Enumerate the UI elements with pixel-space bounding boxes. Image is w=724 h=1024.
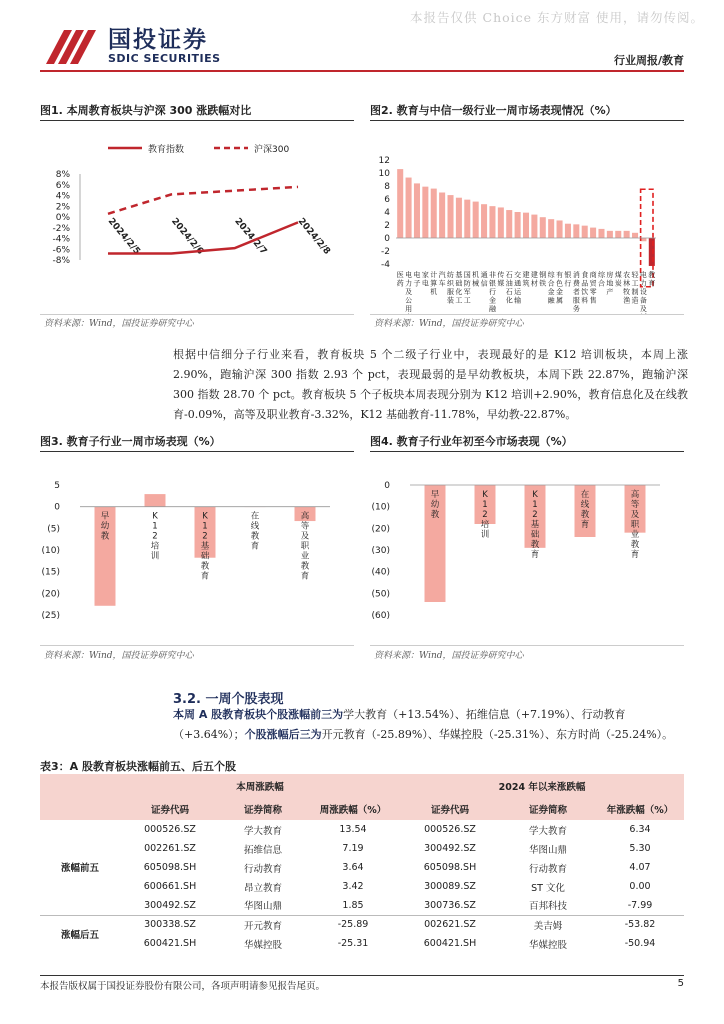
x-tick-label: 教育 bbox=[648, 271, 656, 288]
cell: 学大教育 bbox=[528, 825, 567, 837]
table-row bbox=[40, 839, 684, 858]
cell: -53.82 bbox=[624, 919, 656, 931]
paragraph-subsectors: 根据中信细分子行业来看，教育板块 5 个二级子行业中，表现最好的是 K12 培训板块，本周上涨 2.90%，跑输沪深 300 指数 2.93 个 pct，表现最弱的是早幼教板块，本周下跌 22.87%，跑输沪深 300 指数 28.70 个 pct。教育板块 5 个子板块本周表现分别为 K12 培训+2.90%，教育信息化及在线教育-0.09%，高等及职业教育-3.32%，K12 基础教育-11.78%，早幼教-22.87%。 bbox=[173, 348, 688, 421]
bar-label: K 1 2 培训 bbox=[480, 490, 490, 540]
y-tick-label: (15) bbox=[41, 567, 60, 578]
cell: 000526.SZ bbox=[144, 824, 196, 835]
bar-轻工制造 bbox=[515, 212, 521, 238]
cell: 600421.SH bbox=[143, 938, 197, 949]
cell: 行动教育 bbox=[243, 863, 282, 875]
header-blank bbox=[40, 774, 120, 797]
header-year-change: 年涨跌幅（%） bbox=[596, 797, 684, 820]
bar-国防军工 bbox=[473, 202, 479, 238]
x-tick-label: 计算机 bbox=[430, 271, 438, 296]
group-label-bottom: 涨幅后五 bbox=[60, 930, 99, 942]
x-tick-label: 2024/2/5 bbox=[105, 216, 142, 257]
fig3-bottom-rule bbox=[40, 645, 354, 646]
cell: 300338.SZ bbox=[144, 919, 196, 931]
x-tick-label: 综合金融 bbox=[547, 271, 555, 305]
bar-建筑 bbox=[548, 219, 554, 238]
header-code-week: 证券代码 bbox=[120, 797, 220, 820]
x-tick-label: 汽车 bbox=[438, 271, 446, 288]
x-tick-label: 农林牧渔 bbox=[623, 271, 631, 305]
report-category: 行业周报/教育 bbox=[613, 54, 684, 67]
bar-食品饮料 bbox=[590, 228, 596, 238]
bar-纺织服装 bbox=[456, 198, 462, 238]
bar-基础化工 bbox=[464, 200, 470, 238]
cell: 华图山鼎 bbox=[243, 901, 282, 913]
cell: 拓维信息 bbox=[243, 844, 282, 856]
bar-商贸零售 bbox=[607, 231, 613, 238]
x-tick-label: 石油石化 bbox=[505, 271, 513, 305]
y-tick-label: (20) bbox=[371, 524, 390, 535]
y-tick-label: 6% bbox=[55, 180, 70, 191]
bar-非银行金融 bbox=[498, 207, 504, 238]
bar-银行 bbox=[582, 226, 588, 238]
cell: 华图山鼎 bbox=[528, 844, 567, 856]
cell: 开元教育 bbox=[243, 920, 282, 932]
fig1-line-chart bbox=[40, 124, 354, 314]
cell: 1.85 bbox=[342, 899, 364, 911]
fig3-title: 图3. 教育子行业一周市场表现（%） bbox=[40, 435, 221, 448]
y-tick-label: 6 bbox=[384, 195, 390, 205]
para2-highlight-top: 本周 A 股教育板块个股涨幅前三为 bbox=[173, 708, 344, 721]
cell: 美吉姆 bbox=[533, 920, 563, 932]
y-tick-label: 0 bbox=[384, 481, 390, 491]
cell: 5.30 bbox=[629, 843, 651, 854]
cell: -7.99 bbox=[627, 899, 653, 911]
cell: 002261.SZ bbox=[144, 843, 196, 854]
series-line-1 bbox=[108, 187, 298, 214]
cell: 行动教育 bbox=[528, 863, 567, 875]
x-tick-label: 食品饮料 bbox=[581, 271, 589, 305]
x-tick-label: 电子 bbox=[413, 271, 421, 288]
fig4-source: 资料来源：Wind，国投证券研究中心 bbox=[374, 651, 524, 661]
y-tick-label: 8% bbox=[55, 170, 70, 180]
cell: -50.94 bbox=[624, 938, 656, 949]
y-tick-label: 0 bbox=[54, 502, 60, 513]
x-tick-label: 家电 bbox=[421, 271, 429, 288]
x-tick-label: 煤炭 bbox=[614, 271, 622, 288]
x-tick-label: 电力设备及 bbox=[639, 271, 647, 313]
fig1-title: 图1. 本周教育板块与沪深 300 涨跌幅对比 bbox=[40, 104, 252, 117]
y-tick-label: 10 bbox=[378, 169, 390, 179]
cell: 600421.SH bbox=[423, 938, 477, 949]
y-tick-label: -6% bbox=[52, 245, 70, 256]
x-tick-label: 交通运输 bbox=[514, 271, 522, 305]
bar-综合 bbox=[615, 231, 621, 238]
fig4-title: 图4. 教育子行业年初至今市场表现（%） bbox=[370, 435, 573, 448]
footer-divider bbox=[40, 975, 684, 976]
bar-家电 bbox=[431, 189, 437, 238]
bar-机械 bbox=[481, 204, 487, 238]
cell: 华媒控股 bbox=[243, 939, 282, 951]
x-tick-label: 机械 bbox=[472, 271, 480, 288]
para2-bottom-stocks: 开元教育（-25.89%）、华媒控股（-25.31%）、东方时尚（-25.24%）。 bbox=[321, 728, 674, 741]
bar-建材 bbox=[565, 224, 571, 238]
table-row bbox=[40, 877, 684, 896]
bar-钢铁 bbox=[523, 213, 529, 238]
cell: 6.34 bbox=[629, 824, 651, 835]
cell: 300736.SZ bbox=[424, 899, 476, 911]
cell: 3.42 bbox=[342, 881, 364, 892]
x-tick-label: 有色金属 bbox=[556, 271, 564, 305]
cell: 000526.SZ bbox=[424, 824, 476, 835]
x-tick-label: 银行 bbox=[564, 271, 572, 288]
logo-cn-text: 国投证券 bbox=[108, 27, 208, 53]
para2-highlight-bottom: 个股涨幅后三为 bbox=[244, 728, 322, 741]
fig3-bar-chart bbox=[40, 455, 354, 645]
bar-计算机 bbox=[439, 193, 445, 239]
bar-石油石化 bbox=[531, 215, 537, 238]
bar-煤炭 bbox=[632, 233, 638, 238]
y-tick-label: 2% bbox=[55, 202, 70, 213]
bar-label: 早幼教 bbox=[430, 490, 440, 520]
bar-label: 在线教育 bbox=[250, 511, 260, 552]
bar-房地产 bbox=[624, 231, 630, 238]
bar-label: K 1 2 基础教育 bbox=[530, 490, 540, 560]
bar-K12培训 bbox=[145, 494, 166, 507]
y-tick-label: (25) bbox=[41, 611, 60, 621]
group-label-top: 涨幅前五 bbox=[60, 863, 99, 875]
fig3-source: 资料来源：Wind，国投证券研究中心 bbox=[44, 651, 194, 661]
bar-label: K 1 2 基础教育 bbox=[200, 511, 210, 582]
stock-performance-table bbox=[40, 774, 684, 953]
header-code-year: 证券代码 bbox=[400, 797, 500, 820]
cell: 0.00 bbox=[629, 881, 651, 892]
y-tick-label: 4% bbox=[55, 191, 70, 202]
bar-交通运输 bbox=[540, 217, 546, 238]
x-tick-label: 综合 bbox=[597, 271, 605, 288]
y-tick-label: -4 bbox=[381, 260, 390, 270]
bar-传媒 bbox=[506, 210, 512, 238]
bar-label: 早幼教 bbox=[100, 511, 110, 542]
y-tick-label: 2 bbox=[384, 221, 390, 231]
x-tick-label: 钢铁 bbox=[539, 271, 547, 288]
x-tick-label: 商贸零售 bbox=[589, 271, 597, 305]
fig2-bottom-rule bbox=[370, 314, 684, 315]
y-tick-label: (50) bbox=[371, 589, 390, 600]
x-tick-label: 基础化工 bbox=[455, 271, 463, 305]
cell: 605098.SH bbox=[143, 862, 197, 873]
cell: 7.19 bbox=[342, 843, 364, 854]
table-row bbox=[40, 820, 684, 839]
header-week-group: 本周涨跌幅 bbox=[120, 774, 400, 797]
footer-text: 本报告版权属于国投证券股份有限公司，各项声明请参见报告尾页。 bbox=[40, 981, 326, 992]
x-tick-label: 医药 bbox=[396, 271, 404, 288]
x-tick-label: 非银行金融 bbox=[488, 271, 496, 313]
y-tick-label: (30) bbox=[371, 546, 390, 556]
y-tick-label: 5 bbox=[54, 481, 60, 491]
fig2-source: 资料来源：Wind，国投证券研究中心 bbox=[374, 319, 524, 329]
watermark: 本报告仅供 Choice 东方财富 使用，请勿传阅。 bbox=[410, 10, 704, 25]
fig1-source: 资料来源：Wind，国投证券研究中心 bbox=[44, 319, 194, 329]
fig1-bottom-rule bbox=[40, 314, 354, 315]
para2-top-stocks: 学大教育（+13.54%）、拓维信息（+7.19%）、行动教育（+3.64%）； bbox=[173, 708, 626, 741]
x-tick-label: 建材 bbox=[530, 271, 538, 288]
header-week-change: 周涨跌幅（%） bbox=[306, 797, 400, 820]
y-tick-label: (10) bbox=[41, 546, 60, 556]
fig1-rule bbox=[40, 120, 354, 121]
y-tick-label: -2% bbox=[52, 223, 70, 234]
y-tick-label: (40) bbox=[371, 567, 390, 578]
logo-en-text: SDIC SECURITIES bbox=[108, 52, 221, 65]
x-tick-label: 2024/2/8 bbox=[295, 216, 332, 257]
cell: 002621.SZ bbox=[424, 919, 476, 931]
bar-综合金融 bbox=[557, 220, 563, 238]
y-tick-label: -8% bbox=[52, 256, 70, 266]
y-tick-label: 8 bbox=[384, 182, 390, 192]
page-number: 5 bbox=[677, 978, 684, 989]
cell: ST 文化 bbox=[531, 882, 565, 894]
y-tick-label: (60) bbox=[371, 611, 390, 621]
table-row bbox=[40, 896, 684, 915]
fig4-bottom-rule bbox=[370, 645, 684, 646]
x-tick-label: 2024/2/6 bbox=[169, 216, 206, 257]
bar-农林牧渔 bbox=[422, 187, 428, 238]
bar-label: K 1 2 培训 bbox=[150, 511, 160, 562]
y-tick-label: 12 bbox=[378, 156, 390, 166]
cell: 300492.SZ bbox=[144, 899, 196, 911]
header-year-group: 2024 年以来涨跌幅 bbox=[400, 774, 684, 797]
y-tick-label: 4 bbox=[384, 208, 390, 218]
table-row bbox=[40, 858, 684, 877]
x-tick-label: 2024/2/7 bbox=[232, 216, 269, 257]
x-tick-label: 通信 bbox=[480, 271, 488, 288]
table-title: 表3：A 股教育板块涨幅前五、后五个股 bbox=[40, 760, 236, 773]
x-tick-label: 轻工制造 bbox=[631, 271, 639, 305]
cell: 13.54 bbox=[339, 824, 367, 835]
x-tick-label: 国防军工 bbox=[463, 271, 471, 305]
bar-label: 高等及职业教育 bbox=[630, 490, 640, 560]
bar-电子 bbox=[414, 183, 420, 238]
cell: 600661.SH bbox=[143, 881, 197, 892]
fig2-rule bbox=[370, 120, 684, 121]
bar-医药 bbox=[397, 169, 403, 238]
table-body bbox=[40, 820, 684, 953]
cell: -25.31 bbox=[337, 938, 369, 949]
legend-label-1: 沪深300 bbox=[254, 145, 290, 155]
cell: 昂立教育 bbox=[243, 882, 282, 894]
y-tick-label: 0% bbox=[55, 213, 70, 223]
fig4-rule bbox=[370, 451, 684, 452]
cell: 3.64 bbox=[342, 862, 364, 873]
bar-汽车 bbox=[447, 195, 453, 238]
x-tick-label: 电力及公用 bbox=[405, 271, 413, 313]
logo-mark-icon bbox=[42, 24, 102, 68]
bar-消费者服务 bbox=[598, 229, 604, 238]
header-name-year: 证券简称 bbox=[500, 797, 596, 820]
cell: 学大教育 bbox=[243, 825, 282, 837]
fig2-bar-chart bbox=[370, 124, 684, 314]
section-title: 3.2. 一周个股表现 bbox=[173, 692, 284, 707]
header-blank-2 bbox=[40, 797, 120, 820]
cell: 4.07 bbox=[629, 862, 651, 873]
bar-教育 bbox=[649, 238, 655, 266]
fig3-rule bbox=[40, 451, 354, 452]
cell: 300089.SZ bbox=[424, 881, 476, 892]
bar-有色金属 bbox=[573, 224, 579, 238]
bar-通信 bbox=[489, 206, 495, 238]
paragraph-stocks bbox=[173, 705, 688, 745]
company-logo bbox=[42, 24, 221, 68]
x-tick-label: 房地产 bbox=[606, 271, 614, 296]
header-divider bbox=[40, 70, 684, 72]
table-row bbox=[40, 934, 684, 953]
x-tick-label: 消费者服务 bbox=[572, 271, 580, 313]
y-tick-label: (10) bbox=[371, 502, 390, 513]
cell: 华媒控股 bbox=[528, 939, 567, 951]
y-tick-label: -2 bbox=[381, 247, 390, 257]
y-tick-label: (20) bbox=[41, 589, 60, 600]
table-row bbox=[40, 915, 684, 934]
bar-label: 在线教育 bbox=[580, 490, 590, 530]
header-name-week: 证券简称 bbox=[220, 797, 306, 820]
y-tick-label: -4% bbox=[52, 234, 70, 245]
cell: 605098.SH bbox=[423, 862, 477, 873]
y-tick-label: 0 bbox=[384, 234, 390, 244]
x-tick-label: 建筑 bbox=[522, 271, 530, 288]
cell: -25.89 bbox=[337, 919, 369, 931]
y-tick-label: (5) bbox=[47, 524, 60, 535]
cell: 300492.SZ bbox=[424, 843, 476, 854]
x-tick-label: 纺织服装 bbox=[447, 271, 455, 305]
x-tick-label: 传媒 bbox=[497, 271, 505, 288]
fig4-bar-chart bbox=[370, 455, 684, 645]
bar-电力及公用事业 bbox=[406, 178, 412, 238]
legend-label-0: 教育指数 bbox=[148, 145, 185, 155]
fig2-title: 图2. 教育与中信一级行业一周市场表现情况（%） bbox=[370, 104, 617, 117]
cell: 百邦科技 bbox=[528, 901, 567, 913]
bar-label: 高等及职业教育 bbox=[300, 511, 310, 582]
